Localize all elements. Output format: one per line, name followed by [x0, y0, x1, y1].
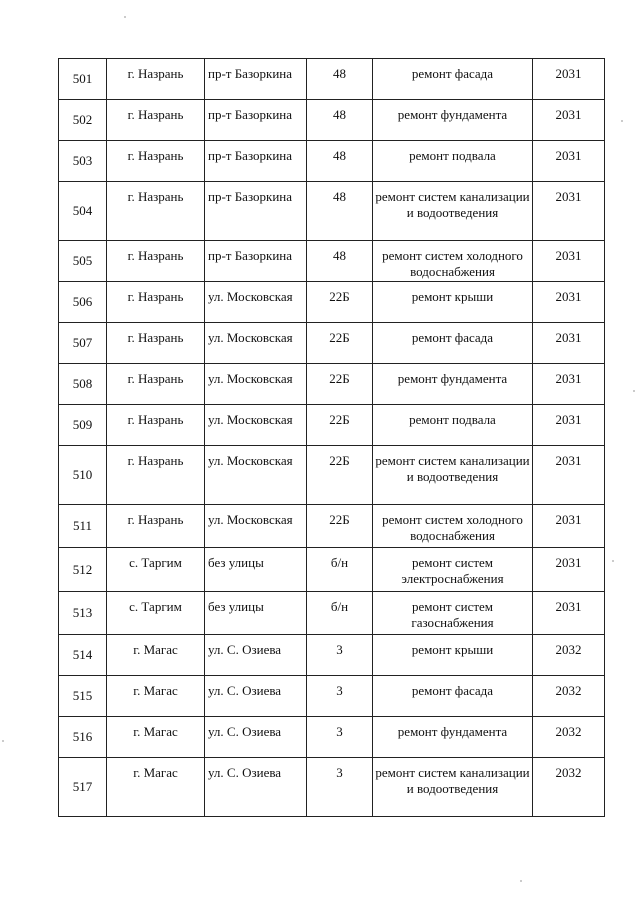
row-number-cell-text: 506 [72, 294, 93, 309]
work-type-cell-text: ремонт систем канализации и водоотведения [375, 189, 530, 220]
row-number-cell [59, 282, 107, 323]
planned-year-cell-text: 2031 [555, 599, 582, 614]
table-row [59, 100, 605, 141]
work-type-cell-text: ремонт систем канализации и водоотведения [375, 453, 530, 484]
planned-year-cell [533, 758, 605, 817]
table-row [59, 505, 605, 548]
row-number-cell [59, 59, 107, 100]
planned-year-cell-text: 2031 [555, 453, 582, 468]
street-cell-text: ул. С. Озиева [208, 724, 282, 739]
table-row [59, 758, 605, 817]
work-type-cell [373, 59, 533, 100]
row-number-cell-text: 508 [72, 376, 93, 391]
planned-year-cell-text: 2031 [555, 371, 582, 386]
settlement-cell [107, 505, 205, 548]
settlement-cell-text: г. Назрань [127, 412, 184, 427]
planned-year-cell [533, 364, 605, 405]
house-number-cell-text: 22Б [329, 453, 350, 468]
work-type-cell [373, 141, 533, 182]
house-number-cell [307, 592, 373, 635]
row-number-cell [59, 548, 107, 592]
settlement-cell-text: с. Таргим [129, 599, 182, 614]
row-number-cell-text: 502 [72, 112, 93, 127]
settlement-cell [107, 446, 205, 505]
row-number-cell [59, 635, 107, 676]
house-number-cell-text: 3 [336, 765, 343, 780]
row-number-cell [59, 241, 107, 282]
street-cell [205, 282, 307, 323]
row-number-cell [59, 100, 107, 141]
planned-year-cell-text: 2032 [555, 683, 582, 698]
settlement-cell [107, 592, 205, 635]
work-type-cell [373, 676, 533, 717]
street-cell-text: пр-т Базоркина [208, 148, 293, 163]
table-row [59, 241, 605, 282]
work-type-cell [373, 548, 533, 592]
row-number-cell [59, 141, 107, 182]
house-number-cell-text: 22Б [329, 512, 350, 527]
work-type-cell-text: ремонт фундамента [397, 371, 508, 386]
settlement-cell-text: г. Назрань [127, 289, 184, 304]
table-row [59, 282, 605, 323]
work-type-cell-text: ремонт фасада [411, 683, 494, 698]
row-number-cell-text: 509 [72, 417, 93, 432]
planned-year-cell-text: 2032 [555, 765, 582, 780]
house-number-cell [307, 405, 373, 446]
work-type-cell-text: ремонт систем канализации и водоотведения [375, 765, 530, 796]
settlement-cell [107, 717, 205, 758]
work-type-cell [373, 405, 533, 446]
house-number-cell-text: 48 [333, 66, 346, 81]
street-cell [205, 405, 307, 446]
table-row [59, 182, 605, 241]
planned-year-cell [533, 676, 605, 717]
settlement-cell-text: г. Назрань [127, 107, 184, 122]
settlement-cell-text: с. Таргим [129, 555, 182, 570]
table-row [59, 717, 605, 758]
table-row [59, 364, 605, 405]
work-type-cell-text: ремонт систем холодного водоснабжения [382, 248, 523, 279]
work-type-cell [373, 100, 533, 141]
scan-speck [633, 390, 635, 392]
work-type-cell [373, 182, 533, 241]
row-number-cell-text: 503 [72, 153, 93, 168]
row-number-cell [59, 505, 107, 548]
table-row [59, 405, 605, 446]
row-number-cell-text: 513 [72, 605, 93, 620]
work-type-cell [373, 635, 533, 676]
planned-year-cell [533, 446, 605, 505]
planned-year-cell [533, 59, 605, 100]
street-cell-text: без улицы [208, 555, 264, 570]
work-type-cell-text: ремонт крыши [411, 289, 494, 304]
house-number-cell-text: 22Б [329, 289, 350, 304]
table-row [59, 323, 605, 364]
row-number-cell [59, 364, 107, 405]
work-type-cell-text: ремонт фундамента [397, 107, 508, 122]
work-type-cell [373, 364, 533, 405]
house-number-cell [307, 758, 373, 817]
row-number-cell-text: 507 [72, 335, 93, 350]
scan-speck [124, 16, 126, 18]
planned-year-cell [533, 100, 605, 141]
street-cell-text: ул. С. Озиева [208, 642, 282, 657]
street-cell [205, 592, 307, 635]
house-number-cell-text: б/н [330, 599, 349, 614]
house-number-cell-text: 3 [336, 683, 343, 698]
planned-year-cell [533, 241, 605, 282]
settlement-cell [107, 758, 205, 817]
house-number-cell-text: б/н [330, 555, 349, 570]
house-number-cell [307, 141, 373, 182]
work-type-cell [373, 592, 533, 635]
work-type-cell [373, 282, 533, 323]
table-row [59, 59, 605, 100]
planned-year-cell [533, 182, 605, 241]
street-cell-text: ул. Московская [208, 289, 293, 304]
settlement-cell [107, 141, 205, 182]
house-number-cell-text: 48 [333, 189, 346, 204]
house-number-cell [307, 548, 373, 592]
street-cell-text: ул. Московская [208, 453, 293, 468]
work-type-cell [373, 717, 533, 758]
settlement-cell-text: г. Магас [133, 724, 178, 739]
house-number-cell-text: 48 [333, 248, 346, 263]
settlement-cell [107, 405, 205, 446]
settlement-cell [107, 548, 205, 592]
row-number-cell [59, 676, 107, 717]
street-cell-text: пр-т Базоркина [208, 107, 293, 122]
row-number-cell [59, 592, 107, 635]
work-type-cell [373, 241, 533, 282]
planned-year-cell-text: 2032 [555, 642, 582, 657]
planned-year-cell [533, 717, 605, 758]
street-cell [205, 717, 307, 758]
house-number-cell [307, 446, 373, 505]
house-number-cell [307, 364, 373, 405]
street-cell [205, 635, 307, 676]
row-number-cell-text: 512 [72, 561, 93, 577]
house-number-cell [307, 100, 373, 141]
planned-year-cell-text: 2031 [555, 412, 582, 427]
settlement-cell-text: г. Назрань [127, 148, 184, 163]
settlement-cell [107, 635, 205, 676]
house-number-cell [307, 717, 373, 758]
street-cell [205, 323, 307, 364]
planned-year-cell-text: 2031 [555, 107, 582, 122]
settlement-cell [107, 676, 205, 717]
work-type-cell [373, 505, 533, 548]
row-number-cell-text: 505 [72, 253, 93, 268]
house-number-cell-text: 3 [336, 724, 343, 739]
planned-year-cell-text: 2031 [555, 148, 582, 163]
table-row [59, 548, 605, 592]
house-number-cell-text: 48 [333, 148, 346, 163]
street-cell [205, 100, 307, 141]
street-cell-text: ул. Московская [208, 371, 293, 386]
planned-year-cell [533, 592, 605, 635]
street-cell [205, 758, 307, 817]
settlement-cell-text: г. Назрань [127, 189, 184, 204]
street-cell [205, 59, 307, 100]
work-type-cell-text: ремонт систем холодного водоснабжения [382, 512, 523, 543]
planned-year-cell-text: 2031 [555, 512, 582, 527]
street-cell [205, 676, 307, 717]
row-number-cell [59, 323, 107, 364]
house-number-cell-text: 48 [333, 107, 346, 122]
scan-speck [520, 880, 522, 882]
planned-year-cell [533, 282, 605, 323]
settlement-cell-text: г. Магас [133, 765, 178, 780]
street-cell-text: пр-т Базоркина [208, 189, 293, 204]
planned-year-cell-text: 2031 [555, 189, 582, 204]
street-cell-text: без улицы [208, 599, 264, 614]
settlement-cell [107, 282, 205, 323]
table-row [59, 635, 605, 676]
street-cell [205, 446, 307, 505]
work-type-cell-text: ремонт фасада [411, 66, 494, 81]
planned-year-cell-text: 2032 [555, 724, 582, 739]
settlement-cell [107, 241, 205, 282]
row-number-cell-text: 510 [72, 467, 93, 482]
planned-year-cell [533, 141, 605, 182]
planned-year-cell-text: 2031 [555, 330, 582, 345]
house-number-cell-text: 22Б [329, 371, 350, 386]
settlement-cell [107, 59, 205, 100]
street-cell [205, 505, 307, 548]
work-type-cell [373, 446, 533, 505]
street-cell [205, 364, 307, 405]
planned-year-cell [533, 635, 605, 676]
settlement-cell-text: г. Назрань [127, 453, 184, 468]
house-number-cell-text: 22Б [329, 412, 350, 427]
row-number-cell [59, 182, 107, 241]
settlement-cell [107, 182, 205, 241]
street-cell-text: пр-т Базоркина [208, 66, 293, 81]
settlement-cell [107, 323, 205, 364]
planned-year-cell [533, 505, 605, 548]
table-row [59, 141, 605, 182]
row-number-cell-text: 516 [72, 729, 93, 744]
work-type-cell-text: ремонт систем газоснабжения [411, 599, 494, 630]
street-cell [205, 241, 307, 282]
work-type-cell-text: ремонт крыши [411, 642, 494, 657]
scan-speck [612, 560, 614, 562]
settlement-cell-text: г. Магас [133, 683, 178, 698]
street-cell [205, 182, 307, 241]
row-number-cell-text: 511 [72, 518, 93, 533]
house-number-cell [307, 635, 373, 676]
scan-speck [2, 740, 4, 742]
settlement-cell [107, 364, 205, 405]
work-type-cell-text: ремонт подвала [409, 148, 496, 163]
house-number-cell [307, 505, 373, 548]
settlement-cell-text: г. Назрань [127, 248, 184, 263]
row-number-cell [59, 758, 107, 817]
work-type-cell-text: ремонт фасада [411, 330, 494, 345]
house-number-cell-text: 22Б [329, 330, 350, 345]
street-cell [205, 548, 307, 592]
house-number-cell [307, 59, 373, 100]
house-number-cell [307, 323, 373, 364]
street-cell [205, 141, 307, 182]
table-body [59, 59, 605, 817]
scan-speck [621, 120, 623, 122]
house-number-cell [307, 282, 373, 323]
planned-year-cell-text: 2031 [555, 289, 582, 304]
settlement-cell-text: г. Назрань [127, 330, 184, 345]
house-number-cell [307, 676, 373, 717]
planned-year-cell [533, 405, 605, 446]
row-number-cell [59, 717, 107, 758]
work-type-cell [373, 758, 533, 817]
row-number-cell [59, 405, 107, 446]
settlement-cell-text: г. Магас [133, 642, 178, 657]
row-number-cell-text: 501 [72, 71, 93, 86]
row-number-cell-text: 514 [72, 647, 93, 662]
settlement-cell-text: г. Назрань [127, 371, 184, 386]
table-row [59, 446, 605, 505]
street-cell-text: ул. Московская [208, 412, 293, 427]
work-type-cell-text: ремонт систем электроснабжения [401, 555, 504, 586]
work-type-cell-text: ремонт подвала [409, 412, 496, 427]
planned-year-cell [533, 548, 605, 592]
house-number-cell-text: 3 [336, 642, 343, 657]
table-row [59, 676, 605, 717]
row-number-cell-text: 517 [72, 779, 93, 794]
street-cell-text: ул. Московская [208, 330, 293, 345]
planned-year-cell [533, 323, 605, 364]
work-type-cell-text: ремонт фундамента [397, 724, 508, 739]
repair-schedule-table [58, 58, 605, 817]
settlement-cell-text: г. Назрань [127, 66, 184, 81]
work-type-cell [373, 323, 533, 364]
table-row [59, 592, 605, 635]
street-cell-text: ул. С. Озиева [208, 683, 282, 698]
settlement-cell-text: г. Назрань [127, 512, 184, 527]
planned-year-cell-text: 2031 [555, 555, 582, 570]
row-number-cell-text: 504 [72, 203, 93, 218]
street-cell-text: пр-т Базоркина [208, 248, 293, 263]
planned-year-cell-text: 2031 [555, 248, 582, 263]
house-number-cell [307, 241, 373, 282]
row-number-cell-text: 515 [72, 688, 93, 703]
row-number-cell [59, 446, 107, 505]
street-cell-text: ул. Московская [208, 512, 293, 527]
settlement-cell [107, 100, 205, 141]
house-number-cell [307, 182, 373, 241]
street-cell-text: ул. С. Озиева [208, 765, 282, 780]
planned-year-cell-text: 2031 [555, 66, 582, 81]
